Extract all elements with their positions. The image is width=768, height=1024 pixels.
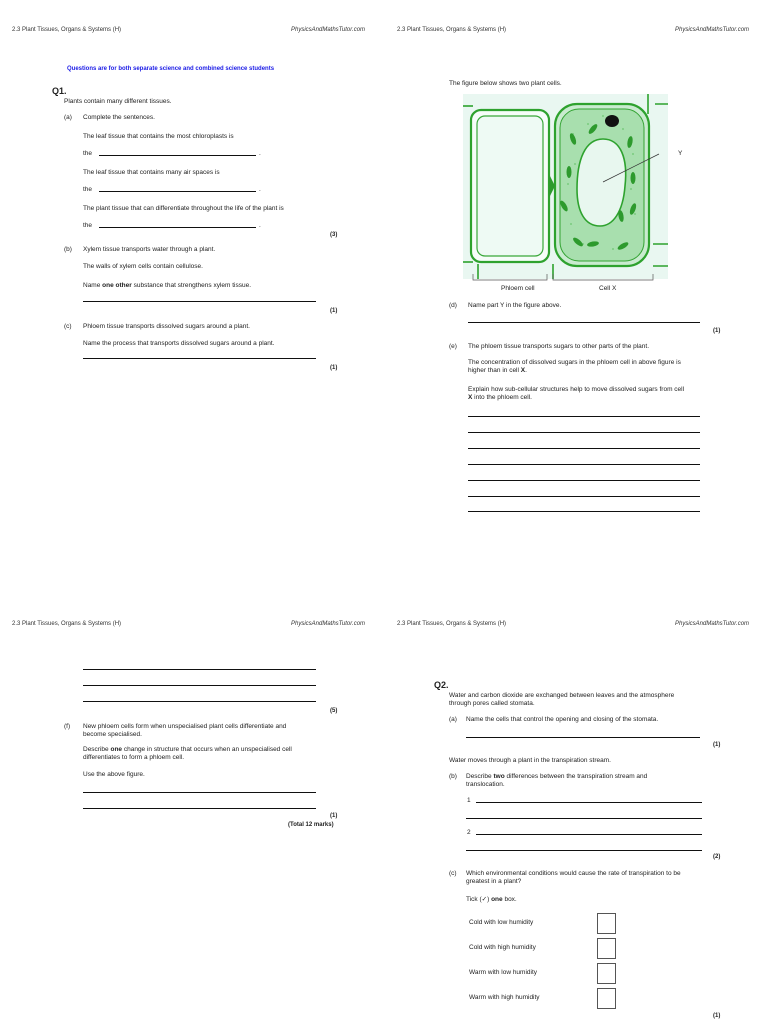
part-b-text: Xylem tissue transports water through a plant. — [83, 246, 216, 253]
label-cell-x: Cell X — [599, 285, 617, 292]
marks-a: (1) — [713, 742, 721, 748]
page-3 — [0, 512, 384, 1024]
period: . — [259, 186, 261, 193]
sentence-1: The leaf tissue that contains the most chloroplasts is — [83, 133, 234, 140]
answer-line[interactable] — [99, 227, 256, 228]
sentence-3: The plant tissue that can differentiate throughout the life of the plant is — [83, 205, 284, 212]
answer-line[interactable] — [99, 155, 256, 156]
plant-cells-figure — [463, 94, 668, 294]
marks-a: (3) — [330, 232, 338, 238]
q2-part-c-label: (c) — [449, 870, 457, 877]
part-f-text-2: become specialised. — [83, 731, 142, 738]
answer-line[interactable] — [466, 850, 702, 851]
part-c-text: Phloem tissue transports dissolved sugars around a plant. — [83, 323, 250, 330]
marks-f: (1) — [330, 813, 338, 819]
part-e-explain-1: Explain how sub-cellular structures help to move dissolved sugars from cell — [468, 386, 685, 393]
page-2 — [384, 0, 768, 512]
part-e-text: The phloem tissue transports sugars to other parts of the plant. — [468, 343, 650, 350]
part-a-text: Complete the sentences. — [83, 114, 155, 121]
q2-intro-1: Water and carbon dioxide are exchanged between leaves and the atmosphere — [449, 692, 675, 699]
period: . — [259, 222, 261, 229]
answer-number-2: 2 — [467, 829, 471, 836]
answer-line[interactable] — [83, 358, 316, 359]
the-word: the — [83, 150, 93, 157]
part-b-label: (b) — [64, 246, 72, 253]
answer-line[interactable] — [83, 792, 316, 793]
tick-box-cold-high-humidity[interactable] — [597, 938, 616, 959]
header-left: 2.3 Plant Tissues, Organs & Systems (H) — [397, 27, 507, 33]
part-f-describe-1: Describe one change in structure that occurs when an unspecialised cell — [83, 746, 292, 753]
tick-box-warm-high-humidity[interactable] — [597, 988, 616, 1009]
tick-box-cold-low-humidity[interactable] — [597, 913, 616, 934]
option-label: Cold with low humidity — [469, 919, 534, 926]
transpiration-text: Water moves through a plant in the transpiration stream. — [449, 757, 611, 764]
header-right: PhysicsAndMathsTutor.com — [675, 621, 750, 627]
q2-part-b-text-2: translocation. — [466, 781, 505, 788]
part-d-label: (d) — [449, 302, 457, 309]
answer-line[interactable] — [466, 818, 702, 819]
option-label: Warm with high humidity — [469, 994, 540, 1001]
banner-text: Questions are for both separate science and combined science students — [67, 66, 275, 72]
part-e-explain-2: X into the phloem cell. — [468, 394, 532, 401]
header-left: 2.3 Plant Tissues, Organs & Systems (H) — [12, 621, 122, 627]
tick-box-warm-low-humidity[interactable] — [597, 963, 616, 984]
answer-line[interactable] — [468, 322, 700, 323]
q2-part-c-text-2: greatest in a plant? — [466, 878, 522, 885]
part-f-text-1: New phloem cells form when unspecialised plant cells differentiate and — [83, 723, 287, 730]
figure-intro: The figure below shows two plant cells. — [449, 80, 562, 87]
part-f-label: (f) — [64, 723, 71, 730]
marks-d: (1) — [713, 328, 721, 334]
part-f-use: Use the above figure. — [83, 771, 145, 778]
header-left: 2.3 Plant Tissues, Organs & Systems (H) — [397, 621, 507, 627]
q2-part-a-label: (a) — [449, 716, 457, 723]
part-e-label: (e) — [449, 343, 457, 350]
page-4 — [384, 512, 768, 1024]
answer-line[interactable] — [83, 701, 316, 702]
answer-line[interactable] — [468, 496, 700, 497]
answer-line[interactable] — [99, 191, 256, 192]
answer-line[interactable] — [83, 685, 316, 686]
the-word: the — [83, 222, 93, 229]
header-left: 2.3 Plant Tissues, Organs & Systems (H) — [12, 27, 122, 33]
part-e-concentration-1: The concentration of dissolved sugars in the phloem cell in above figure is — [468, 359, 681, 366]
marks-b: (2) — [713, 854, 721, 860]
answer-line[interactable] — [476, 834, 702, 835]
marks-e: (5) — [330, 708, 338, 714]
header-right: PhysicsAndMathsTutor.com — [291, 621, 366, 627]
question-title: Q2. — [434, 680, 449, 690]
label-y: Y — [678, 150, 683, 157]
answer-line[interactable] — [468, 432, 700, 433]
label-phloem-cell: Phloem cell — [501, 285, 535, 292]
part-f-describe-2: differentiates to form a phloem cell. — [83, 754, 185, 761]
q2-part-c-text-1: Which environmental conditions would cause the rate of transpiration to be — [466, 870, 681, 877]
intro-text: Plants contain many different tissues. — [64, 98, 172, 105]
the-word: the — [83, 186, 93, 193]
answer-line[interactable] — [468, 480, 700, 481]
answer-line[interactable] — [468, 464, 700, 465]
part-c-label: (c) — [64, 323, 72, 330]
header-right: PhysicsAndMathsTutor.com — [675, 27, 750, 33]
q2-part-b-text-1: Describe two differences between the transpiration stream and — [466, 773, 648, 780]
sentence-2: The leaf tissue that contains many air spaces is — [83, 169, 220, 176]
answer-line[interactable] — [466, 737, 700, 738]
answer-line[interactable] — [83, 808, 316, 809]
option-label: Warm with low humidity — [469, 969, 538, 976]
q2-part-a-text: Name the cells that control the opening and closing of the stomata. — [466, 716, 659, 723]
page-1 — [0, 0, 384, 512]
answer-number-1: 1 — [467, 797, 471, 804]
part-c-name: Name the process that transports dissolved sugars around a plant. — [83, 340, 275, 347]
part-b-walls: The walls of xylem cells contain cellulose. — [83, 263, 203, 270]
part-a-label: (a) — [64, 114, 72, 121]
q2-intro-2: through pores called stomata. — [449, 700, 535, 707]
header-right: PhysicsAndMathsTutor.com — [291, 27, 366, 33]
marks-b: (1) — [330, 308, 338, 314]
answer-line[interactable] — [476, 802, 702, 803]
marks-c: (1) — [330, 365, 338, 371]
marks-c: (1) — [713, 1013, 721, 1019]
q2-part-b-label: (b) — [449, 773, 457, 780]
part-e-concentration-2: higher than in cell X. — [468, 367, 527, 374]
tick-instruction: Tick (✓) one box. — [466, 896, 517, 903]
answer-line[interactable] — [83, 301, 316, 302]
part-d-text: Name part Y in the figure above. — [468, 302, 562, 309]
question-title: Q1. — [52, 86, 67, 96]
answer-line[interactable] — [83, 669, 316, 670]
part-b-name: Name one other substance that strengthens xylem tissue. — [83, 282, 252, 289]
answer-line[interactable] — [468, 448, 700, 449]
option-label: Cold with high humidity — [469, 944, 536, 951]
total-marks: (Total 12 marks) — [288, 822, 334, 828]
answer-line[interactable] — [468, 416, 700, 417]
period: . — [259, 150, 261, 157]
